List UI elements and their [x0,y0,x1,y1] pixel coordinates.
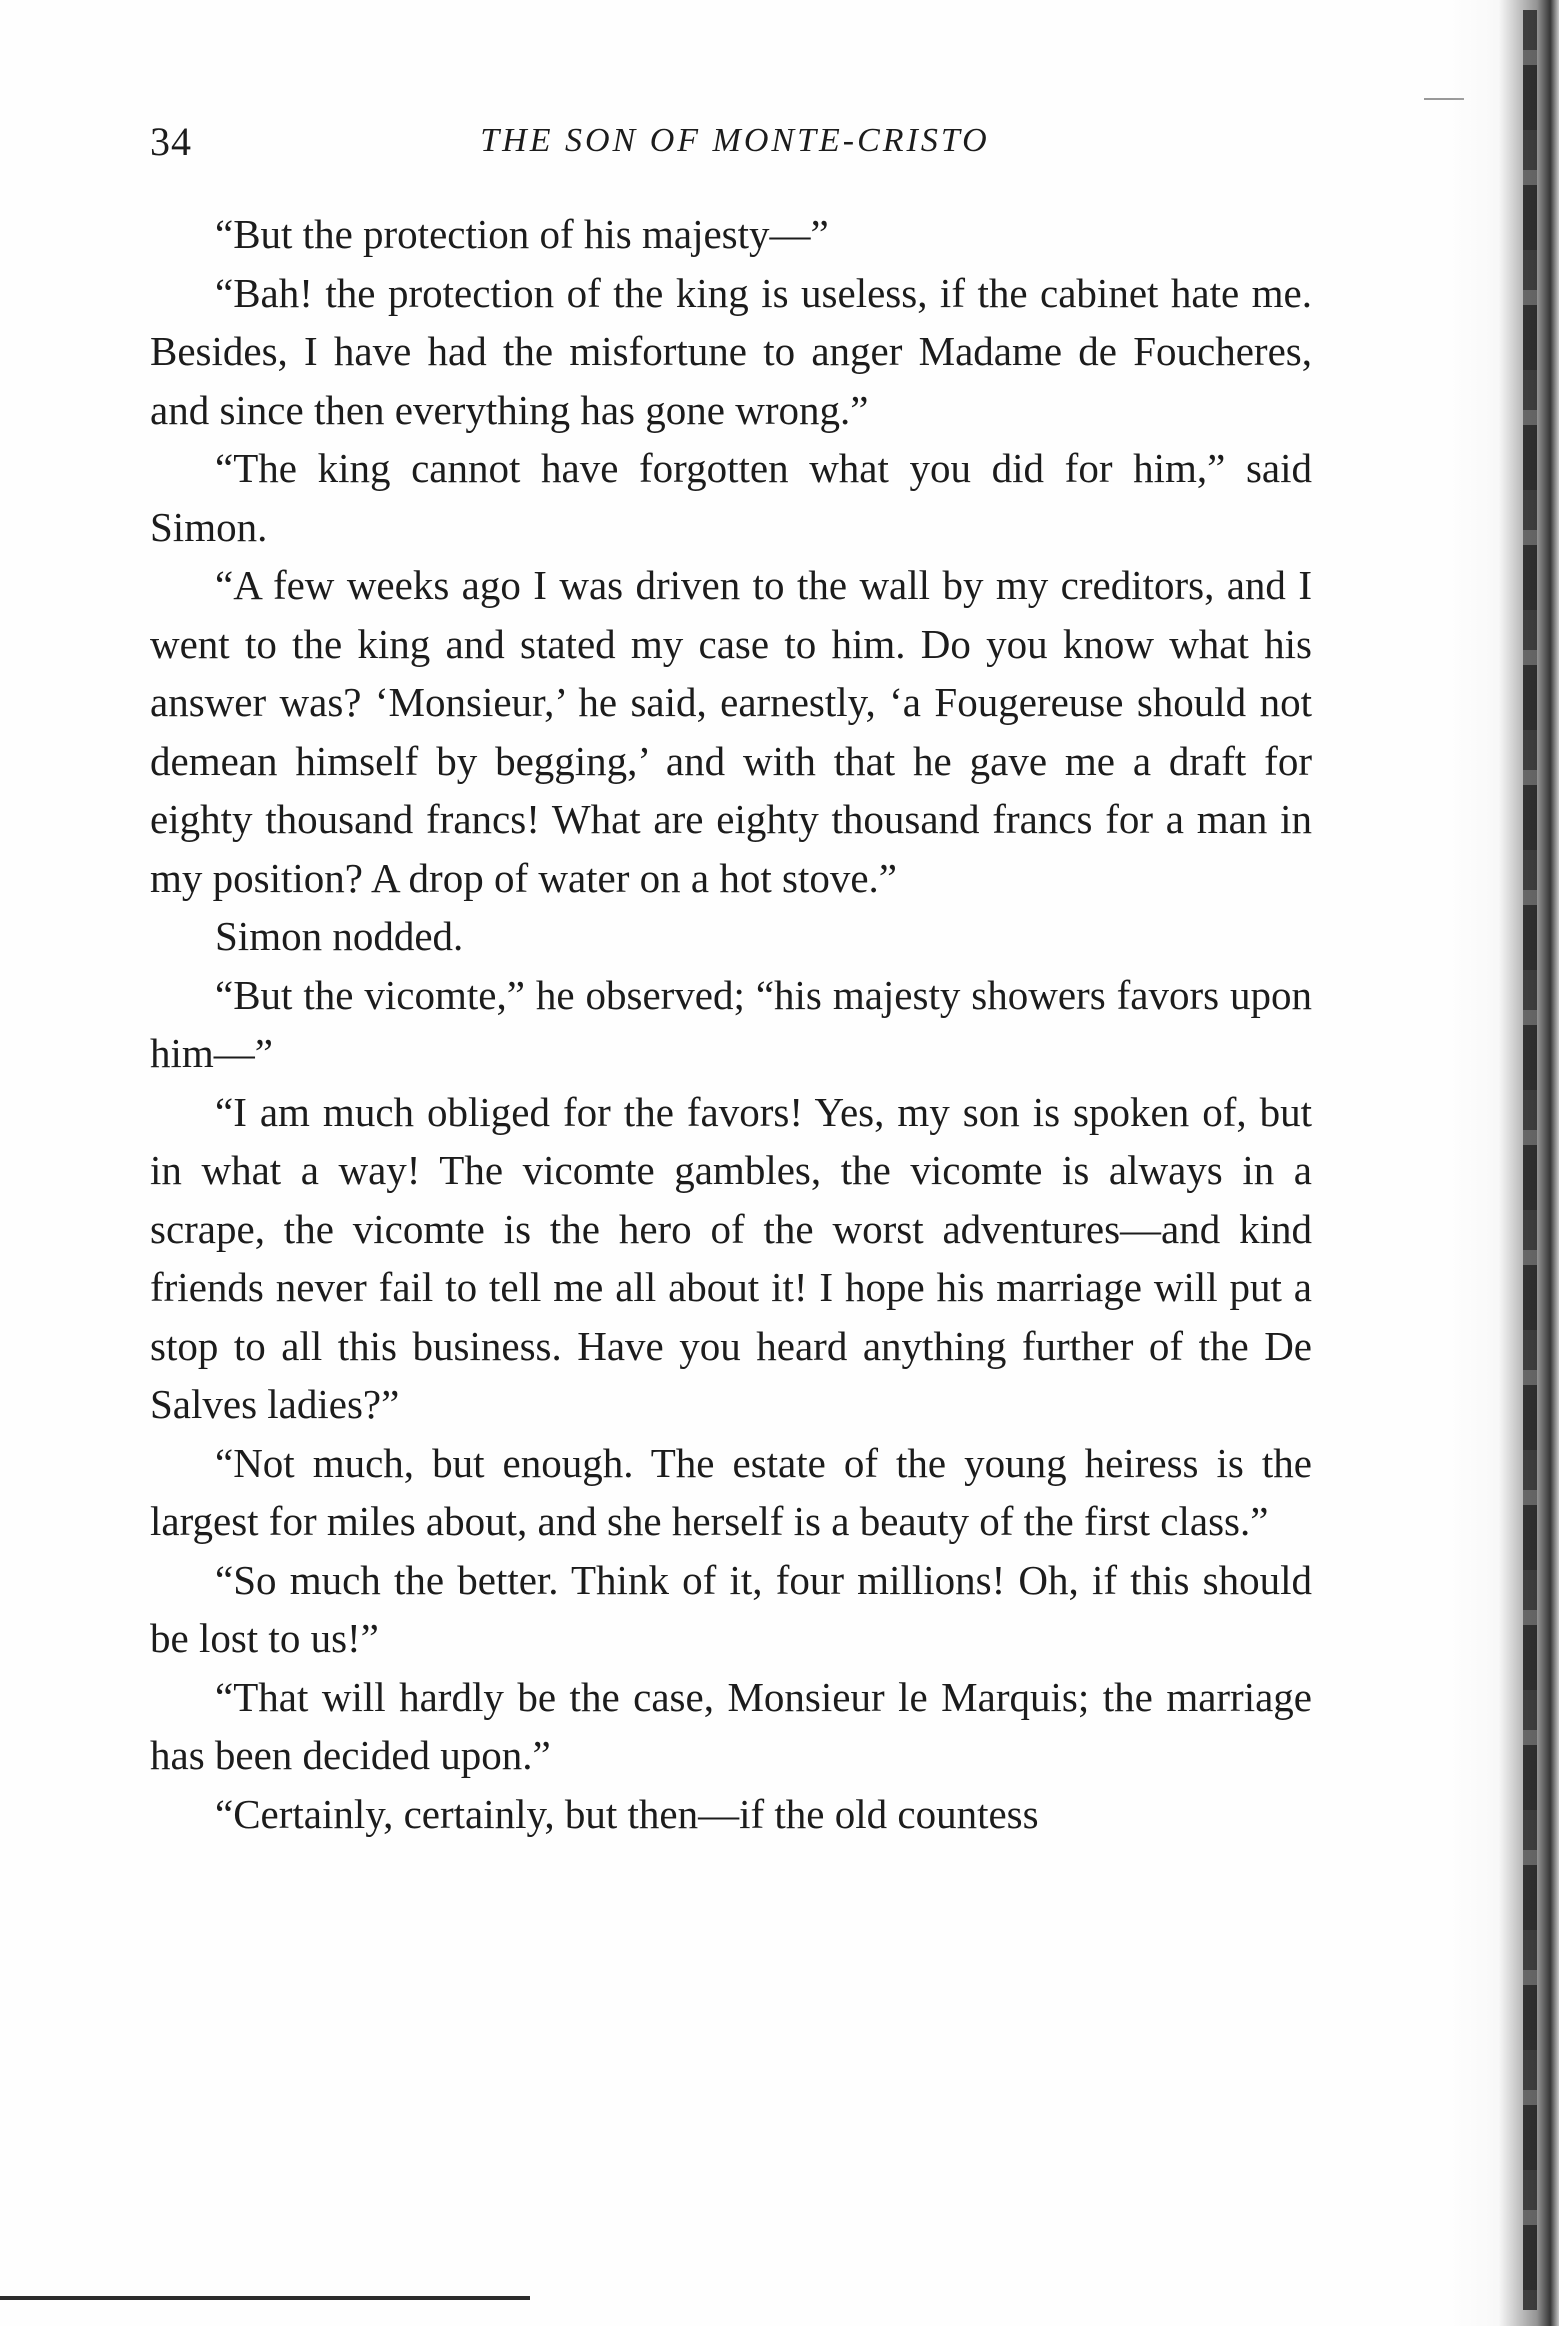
paragraph: “But the vicomte,” he observed; “his majesty showers favors upon him—” [150,971,1312,1076]
bottom-rule [0,2296,530,2300]
paragraph: “Certainly, certainly, but then—if the old countess [215,1790,1039,1837]
paragraph: “A few weeks ago I was driven to the wall by my creditors, and I went to the king and stated my case to him. Do you know what his answer was? ‘Monsieur,’ he said, earnestly, ‘a Fougereuse should not demean himself by begging,’ and with that he gave me a draft for eighty thousand francs! What are eighty thousand francs for a man in my position? A drop of water on a hot stove.” [150,562,1312,901]
running-title: THE SON OF MONTE-CRISTO [480,122,990,159]
page-header [150,118,1320,178]
paragraph: “That will hardly be the case, Monsieur le Marquis; the marriage has been decided upon.” [150,1673,1312,1778]
paragraph: “But the protection of his majesty—” [215,211,829,257]
binding-edge [1523,10,1537,2310]
paragraph: “The king cannot have forgotten what you did for him,” said Simon. [150,445,1312,550]
paragraph: “Not much, but enough. The estate of the young heiress is the largest for miles about, and she herself is a beauty of the first class.” [150,1439,1312,1544]
paragraph: “I am much obliged for the favors! Yes, my son is spoken of, but in what a way! The vicomte gambles, the vicomte is always in a scrape, the vicomte is the hero of the worst adventures—and kind friends never fail to tell me all about it! I hope his marriage will put a stop to all this business. Have you heard anything further of the De Salves ladies?” [150,1088,1312,1427]
body-text [150,205,1312,1843]
paragraph: Simon nodded. [215,913,464,959]
binding-edge-shadow [1449,0,1559,2326]
paragraph: “Bah! the protection of the king is useless, if the cabinet hate me. Besides, I have had the misfortune to anger Madame de Foucheres, and since then everything has gone wrong.” [150,269,1312,433]
page-number: 34 [150,119,192,164]
paragraph: “So much the better. Think of it, four millions! Oh, if this should be lost to us!” [150,1556,1312,1661]
